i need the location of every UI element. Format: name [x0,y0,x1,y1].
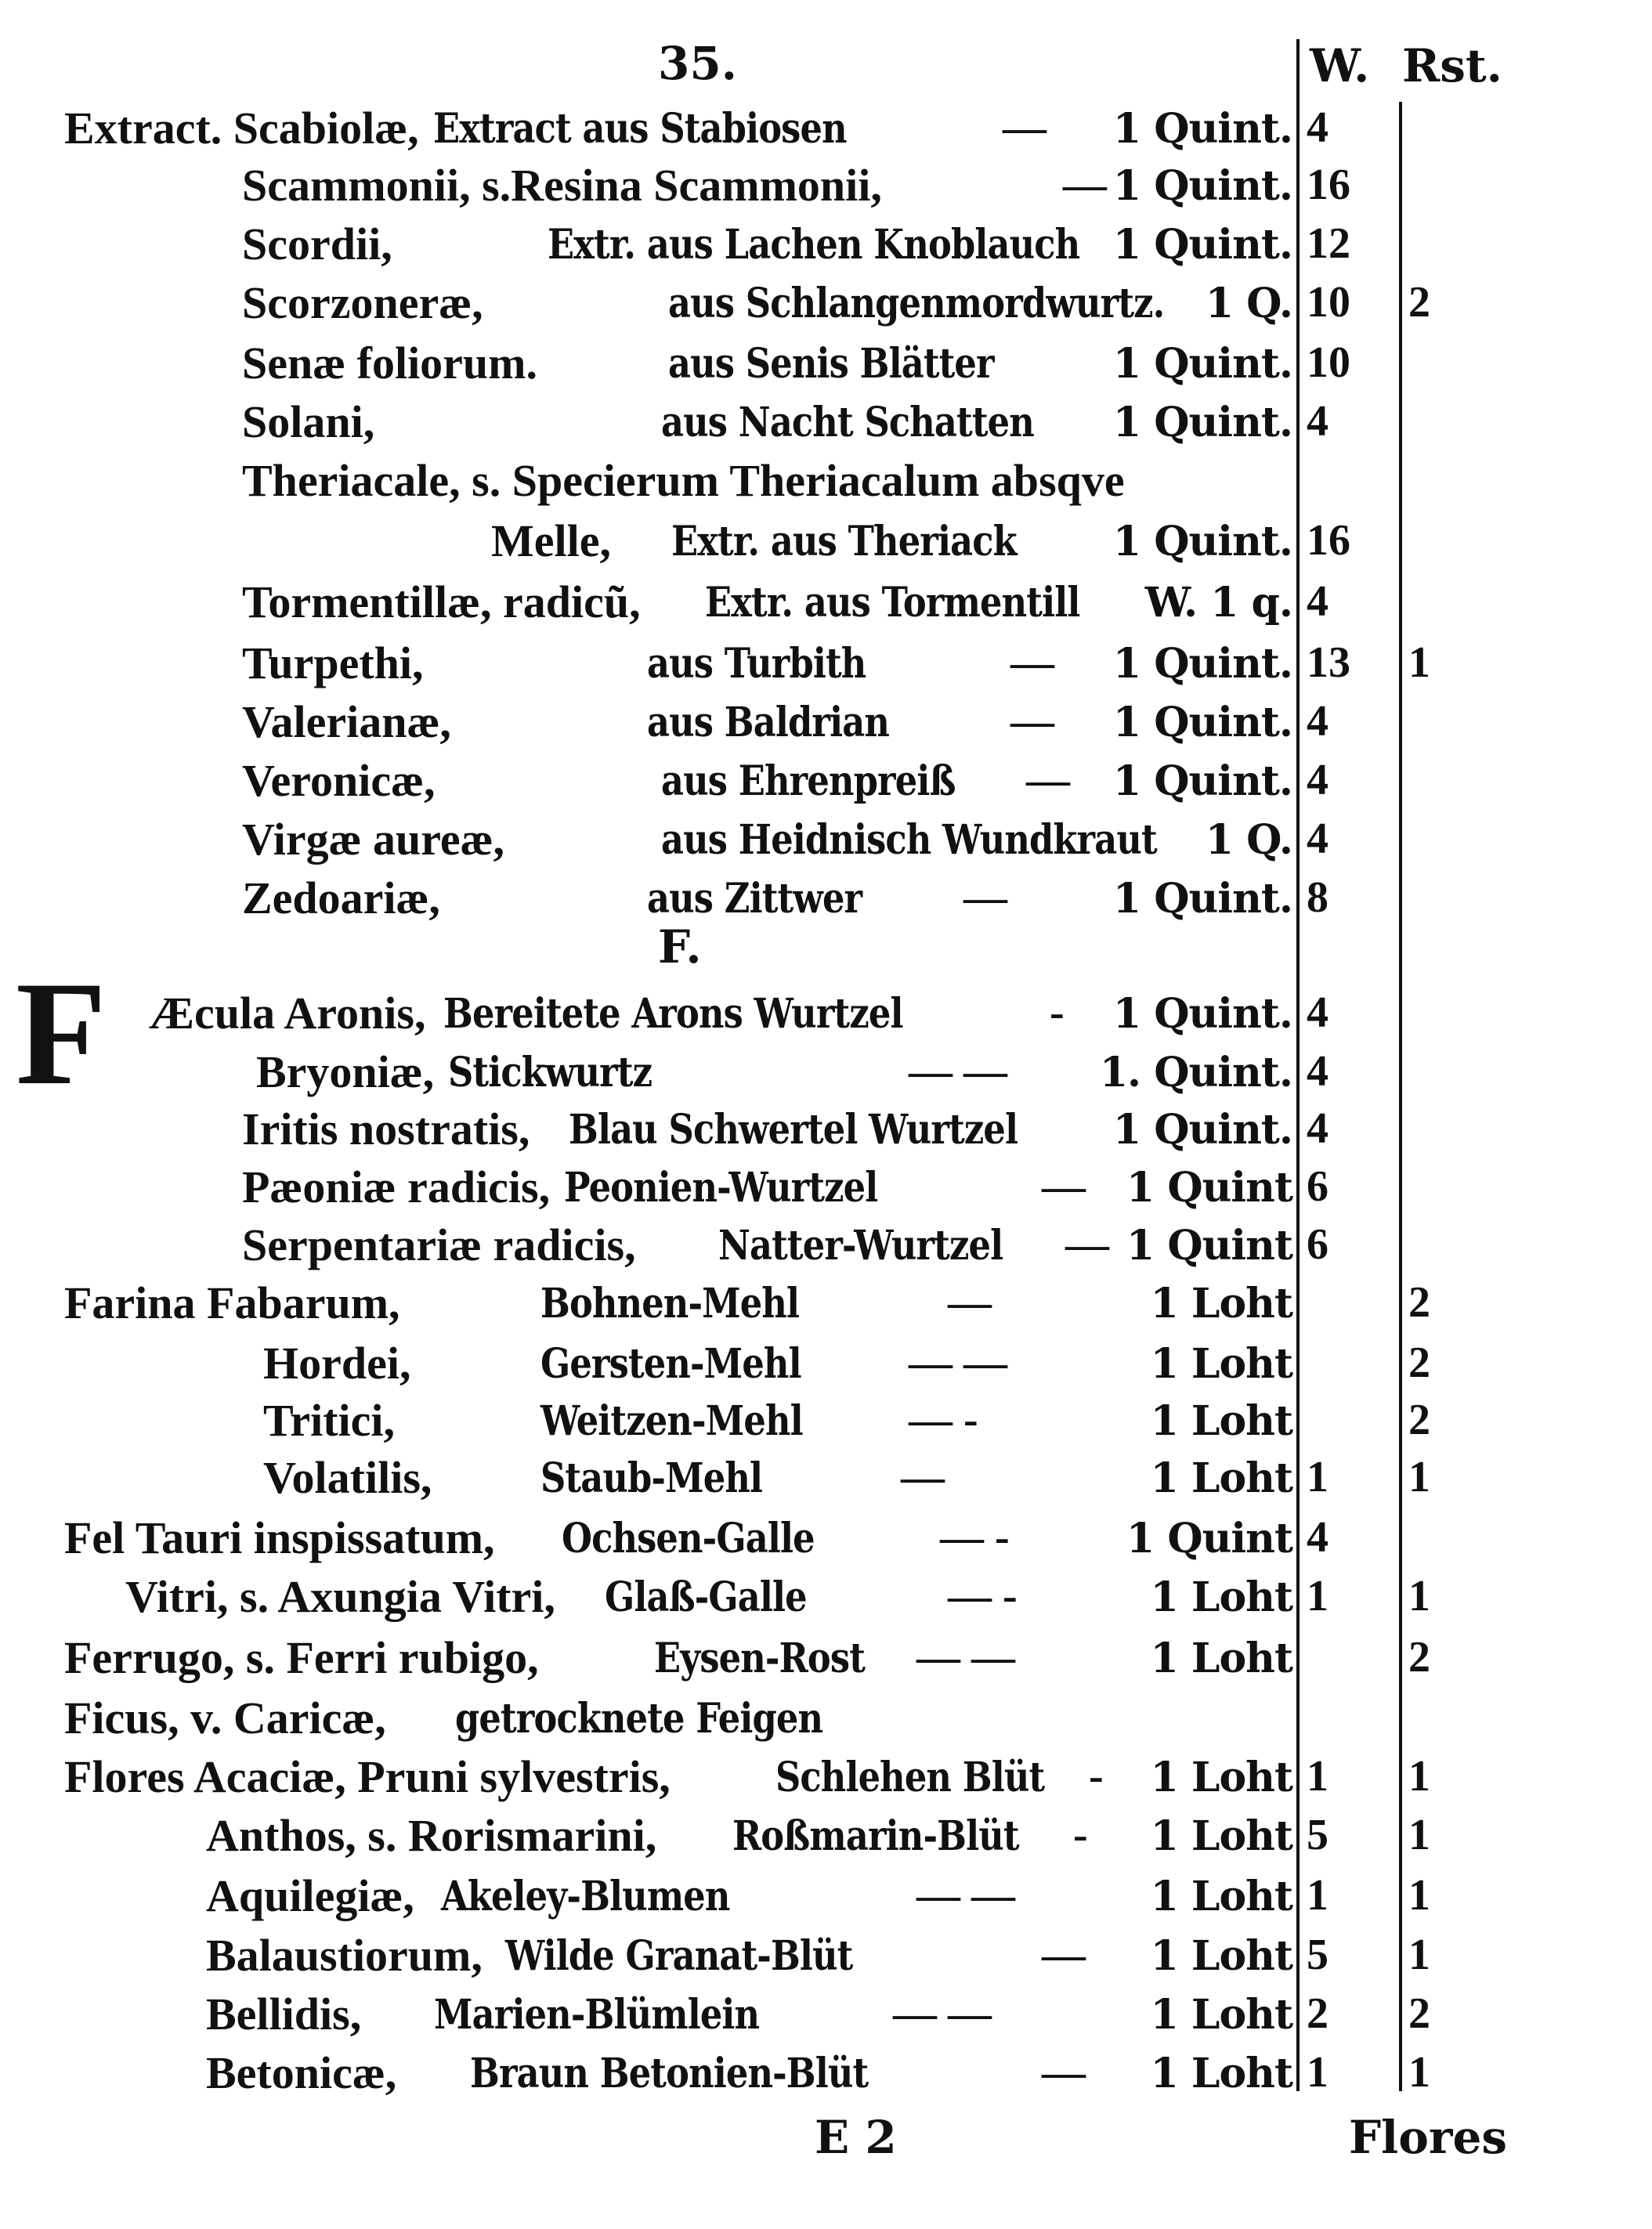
w-value: 10 [1307,338,1350,387]
dash-filler: - [1073,1811,1088,1859]
amount: 1 Q. [1205,280,1292,327]
dash-filler: — [1003,103,1047,152]
column-divider-w [1296,39,1300,2091]
latin-name: Melle, [491,515,611,566]
latin-name: Vitri, s. Axungia Vitri, [125,1571,555,1622]
catchword: Flores [1349,2111,1508,2164]
amount: 1 Loht [1150,2050,1292,2097]
german-name: Peonien-Wurtzel [564,1164,878,1212]
dash-filler: — — [909,1047,1007,1096]
w-value: 4 [1307,397,1328,446]
w-value: 4 [1307,1104,1328,1153]
dash-filler: — [901,1453,945,1501]
w-value: 12 [1307,219,1350,268]
dash-filler: — - [948,1572,1018,1620]
rst-value: 1 [1408,1453,1430,1501]
dash-filler: — [948,1278,992,1327]
dash-filler: — — [916,1633,1015,1682]
latin-name: Balaustiorum, [206,1930,483,1981]
latin-name: Anthos, s. Rorismarini, [206,1810,657,1861]
w-value: 5 [1307,1811,1328,1859]
amount: 1 Quint [1126,1222,1292,1270]
latin-name: Tritici, [263,1395,396,1446]
w-value: 6 [1307,1162,1328,1211]
amount: 1 Loht [1150,1397,1292,1445]
amount: 1 Quint. [1112,699,1292,746]
rst-value: 1 [1408,1871,1430,1920]
german-name: Weitzen-Mehl [540,1397,803,1445]
amount: 1 Loht [1150,1932,1292,1980]
rst-value: 1 [1408,1752,1430,1801]
german-name: aus Baldrian [647,699,889,746]
w-value: 4 [1307,103,1328,152]
german-name: Stickwurtz [448,1049,652,1096]
latin-name: Volatilis, [263,1452,432,1503]
column-header-w: W. [1310,39,1370,92]
amount: 1 Quint. [1112,990,1292,1038]
w-value: 4 [1307,1047,1328,1096]
w-value: 1 [1307,1453,1328,1501]
dash-filler: - [1050,988,1065,1037]
dash-filler: - [1089,1752,1104,1801]
rst-value: 1 [1408,2048,1430,2097]
amount: W. 1 q. [1144,579,1292,627]
section-letter: F. [658,920,702,974]
latin-name: Zedoariæ, [242,872,440,923]
amount: 1 Quint [1126,1515,1292,1562]
latin-name: Aquilegiæ, [206,1870,414,1921]
rst-value: 2 [1408,1989,1430,2038]
dash-filler: — [1042,1931,1086,1979]
latin-name: Solani, [242,396,375,447]
german-name: Bereitete Arons Wurtzel [443,990,903,1038]
amount: 1 Q. [1205,816,1292,864]
latin-name: Æcula Aronis, [149,988,426,1039]
latin-name: Farina Fabarum, [64,1277,400,1328]
amount: 1 Quint. [1112,399,1292,446]
german-name: Staub-Mehl [540,1454,763,1502]
amount: 1 Loht [1150,1873,1292,1920]
german-name: Schlehen Blüt [775,1754,1045,1801]
w-value: 8 [1307,873,1328,922]
w-value: 1 [1307,1752,1328,1801]
german-name: Braun Betonien-Blüt [470,2050,869,2097]
w-value: 13 [1307,638,1350,687]
german-name: Akeley-Blumen [441,1873,730,1920]
rst-value: 1 [1408,1931,1430,1979]
german-name: aus Heidnisch Wundkraut [661,816,1157,864]
rst-value: 1 [1408,638,1430,687]
amount: 1. Quint. [1099,1049,1292,1096]
dash-filler: — — [916,1871,1015,1920]
w-value: 1 [1307,1871,1328,1920]
amount: 1 Quint. [1112,105,1292,153]
dash-filler: — [1042,2048,1086,2097]
german-name: Roßmarin-Blüt [732,1812,1019,1860]
amount: 1 Quint. [1112,757,1292,805]
latin-name: Scorzoneræ, [242,277,483,328]
w-value: 4 [1307,815,1328,863]
german-name: Extr. aus Tormentill [705,579,1080,627]
rst-value: 2 [1408,1338,1430,1387]
german-name: Glaß-Galle [605,1573,807,1621]
amount: 1 Loht [1150,1812,1292,1860]
w-value: 4 [1307,577,1328,626]
signature-mark: E 2 [815,2111,897,2164]
latin-name: Pæoniæ radicis, [242,1161,551,1212]
latin-name: Valerianæ, [242,696,451,747]
dash-filler: — — [909,1338,1007,1387]
dash-filler: — [1062,161,1107,209]
german-name: aus Zittwer [647,875,862,923]
amount: 1 Quint. [1112,162,1292,210]
latin-name: Theriacale, s. Specierum Theriacalum absqve [242,455,1125,506]
german-name: Eysen-Rost [654,1635,866,1682]
amount: 1 Quint. [1112,875,1292,923]
german-name: Ochsen-Galle [562,1515,815,1562]
amount: 1 Quint. [1112,340,1292,388]
latin-name: Serpentariæ radicis, [242,1219,636,1270]
latin-name: Tormentillæ, radicũ, [242,576,641,627]
page-number: 35. [658,37,737,90]
german-name: Bohnen-Mehl [540,1280,800,1328]
w-value: 10 [1307,278,1350,327]
w-value: 16 [1307,516,1350,565]
latin-name: Bryoniæ, [256,1046,435,1097]
dash-filler: — [1010,638,1054,687]
latin-name: Ficus, v. Caricæ, [64,1693,386,1743]
german-name: Blau Schwertel Wurtzel [569,1106,1018,1154]
amount: 1 Loht [1150,1754,1292,1801]
dash-filler: — [963,873,1007,922]
german-name: getrocknete Feigen [455,1695,823,1743]
column-header-rst: Rst. [1402,39,1502,92]
w-value: 6 [1307,1220,1328,1269]
latin-name: Virgæ aureæ, [242,814,505,865]
german-name: aus Nacht Schatten [661,399,1034,446]
german-name: Natter-Wurtzel [718,1222,1003,1270]
latin-name: Betonicæ, [206,2047,397,2098]
latin-name: Fel Tauri inspissatum, [64,1512,495,1563]
dash-filler: — [1010,697,1054,746]
w-value: 1 [1307,1572,1328,1620]
rst-value: 1 [1408,1572,1430,1620]
latin-name: Turpethi, [242,638,424,688]
latin-name: Ferrugo, s. Ferri rubigo, [64,1632,539,1683]
german-name: Gersten-Mehl [540,1340,801,1388]
w-value: 4 [1307,988,1328,1037]
german-name: Extr. aus Theriack [671,518,1017,565]
latin-name: Hordei, [263,1338,411,1389]
amount: 1 Loht [1150,1573,1292,1621]
latin-name: Scammonii, s.Resina Scammonii, [242,160,882,211]
w-value: 4 [1307,1513,1328,1562]
dash-filler: — - [909,1396,978,1444]
dash-filler: — — [893,1989,992,2038]
dash-filler: — [1026,756,1070,804]
amount: 1 Loht [1150,1340,1292,1388]
latin-name: Iritis nostratis, [242,1104,530,1154]
latin-name: Scordii, [242,219,392,269]
amount: 1 Quint. [1112,640,1292,688]
w-value: 1 [1307,2048,1328,2097]
w-value: 4 [1307,756,1328,804]
initial-letter: F [16,952,107,1116]
amount: 1 Quint. [1112,518,1292,565]
amount: 1 Quint. [1112,1106,1292,1154]
amount: 1 Loht [1150,1635,1292,1682]
w-value: 16 [1307,161,1350,209]
amount: 1 Quint. [1112,221,1292,269]
german-name: Extr. aus Lachen Knoblauch [548,221,1080,269]
latin-name: Veronicæ, [242,755,436,806]
w-value: 4 [1307,697,1328,746]
dash-filler: — [1042,1162,1086,1211]
amount: 1 Quint [1126,1164,1292,1212]
german-name: Marien-Blümlein [434,1991,760,2039]
german-name: aus Senis Blätter [668,340,994,388]
column-divider-rst [1399,102,1402,2091]
amount: 1 Loht [1150,1454,1292,1502]
latin-name: Extract. Scabiolæ, [64,103,419,154]
w-value: 5 [1307,1931,1328,1979]
amount: 1 Loht [1150,1991,1292,2039]
dash-filler: — [1065,1220,1109,1269]
german-name: Extract aus Stabiosen [432,105,847,153]
german-name: aus Ehrenpreiß [661,757,956,805]
latin-name: Bellidis, [206,1989,362,2039]
rst-value: 2 [1408,1396,1430,1444]
amount: 1 Loht [1150,1280,1292,1328]
dash-filler: — - [940,1513,1010,1562]
german-name: aus Turbith [647,640,866,688]
rst-value: 2 [1408,1278,1430,1327]
rst-value: 2 [1408,1633,1430,1682]
german-name: aus Schlangenmordwurtz. [668,280,1165,327]
rst-value: 1 [1408,1811,1430,1859]
latin-name: Flores Acaciæ, Pruni sylvestris, [64,1751,671,1802]
german-name: Wilde Granat-Blüt [505,1932,853,1980]
w-value: 2 [1307,1989,1328,2038]
latin-name: Senæ foliorum. [242,338,537,388]
rst-value: 2 [1408,278,1430,327]
